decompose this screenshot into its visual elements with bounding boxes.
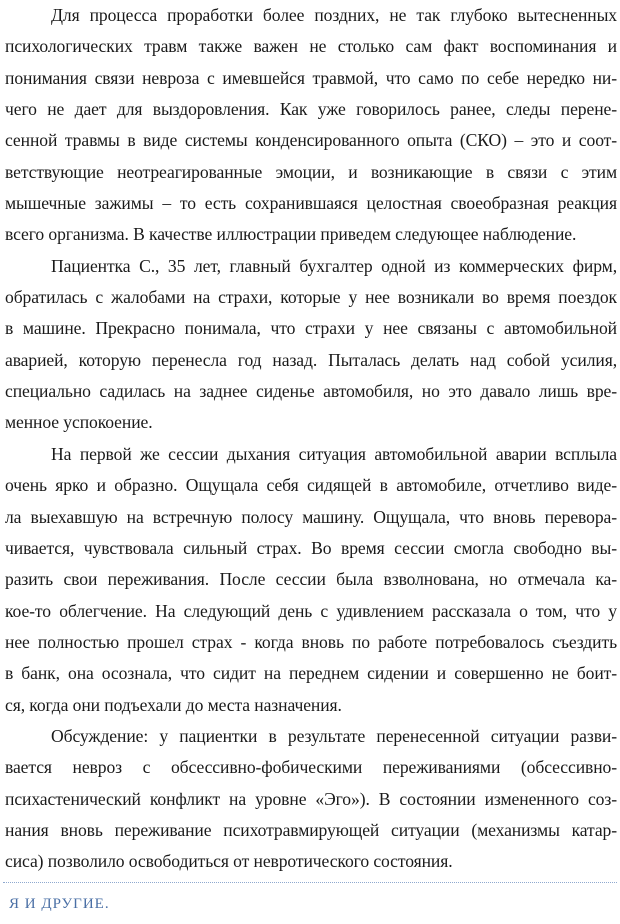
text-line: ла выехавшую на встречную полосу машину. Ощущала, что вновь перевора- [5,506,617,527]
text-line: нее полностью прошел страх - когда вновь по работе потребовалось съездить [5,631,617,652]
text-line: чивается, чувствовала сильный страх. Во время сессии смогла свободно вы- [5,537,617,558]
text-line: На первой же сессии дыхания ситуация автомобильной аварии всплыла [51,443,617,464]
paragraph [5,721,617,878]
text-line: аварией, которую перенесла год назад. Пыталась делать над собой усилия, [5,349,617,370]
text-line: обратилась с жалобами на страхи, которые у нее возникали во время поездок [5,287,617,308]
text-line: сенной травмы в виде системы конденсированного опыта (СКО) – это и соот- [5,130,617,151]
paragraph [5,0,617,251]
text-line: психастенический конфликт на уровне «Эго»). В состоянии измененного соз- [5,788,617,809]
body-text [5,0,617,878]
paragraph [5,251,617,439]
text-line: всего организма. В качестве иллюстрации приведем следующее наблюдение. [5,224,577,245]
text-line: в банк, она осознала, что сидит на переднем сидении и совершенно не боит- [5,663,617,684]
text-line: понимания связи невроза с имевшейся травмой, что само по себе нередко ни- [5,67,617,88]
text-line: мышечные зажимы – то есть сохранившаяся целостная своеобразная реакция [5,193,617,214]
text-line: Для процесса проработки более поздних, не так глубоко вытесненных [51,5,617,25]
paragraph [5,439,617,721]
footer-label: Я И ДРУГИЕ. [9,896,110,912]
text-line: вается невроз с обсессивно-фобическими переживаниями (обсессивно- [5,757,617,778]
text-line: менное успокоение. [5,412,153,433]
text-line: разить свои переживания. После сессии была взволнована, но отмечала ка- [5,569,617,590]
page-footer [3,882,617,921]
text-line: Пациентка С., 35 лет, главный бухгалтер одной из коммерческих фирм, [51,255,617,276]
text-line: ветствующие неотреагированные эмоции, и возникающие в связи с этим [5,161,617,182]
text-line: нания вновь переживание психотравмирующей ситуации (механизмы катар- [5,819,617,840]
text-line: психологических травм также важен не столько сам факт воспоминания и [5,36,617,57]
text-line: Обсуждение: у пациентки в результате перенесенной ситуации разви- [51,725,617,746]
text-line: чего не дает для выздоровления. Как уже говорилось ранее, следы перене- [5,99,617,120]
text-line: сиса) позволило освободиться от невротического состояния. [5,851,453,872]
text-line: специально садилась на заднее сиденье автомобиля, но это давало лишь вре- [5,381,617,402]
text-line: очень ярко и образно. Ощущала себя сидящей в автомобиле, отчетливо виде- [5,475,617,496]
text-line: кое-то облегчение. На следующий день с удивлением рассказала о том, что у [5,600,617,621]
text-line: в машине. Прекрасно понимала, что страхи у нее связаны с автомобильной [5,318,617,339]
text-line: ся, когда они подъехали до места назначения. [5,694,342,715]
